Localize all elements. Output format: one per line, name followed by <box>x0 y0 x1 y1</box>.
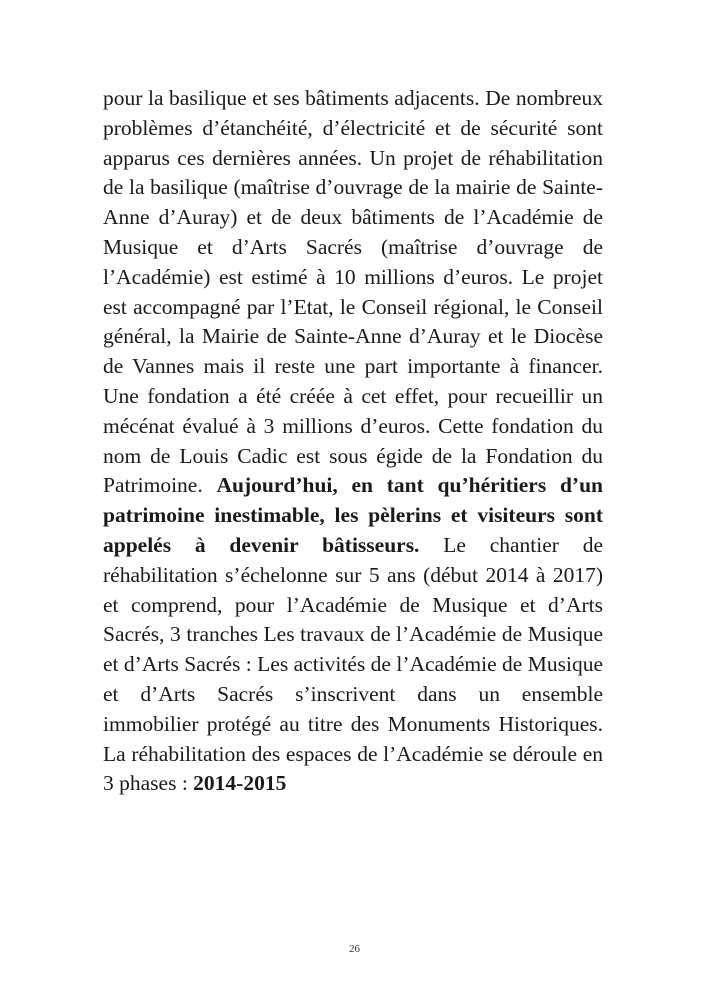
paragraph-bold-statement: Aujourd’hui, en tant qu’héritiers d’un patrimoine inestimable, les pèlerins et visiteurs sont appelés à devenir bâtisseurs. <box>103 473 603 557</box>
page-number: 26 <box>349 943 360 955</box>
paragraph-text-part2: Le chantier de réhabilitation s’échelonne sur 5 ans (début 2014 à 2017) et comprend, pour l’Académie de Musique et d’Arts Sacrés, 3 tranches Les travaux de l’Académie de Musique et d’Arts Sacrés : Les activités de l’Académie de Musique et d’Arts Sacrés s’inscrivent dans un ensemble immobilier protégé au titre des Monuments Historiques. La réhabilitation des espaces de l’Académie se déroule en 3 phases : <box>103 532 604 796</box>
paragraph-bold-years: 2014-2015 <box>193 771 287 796</box>
body-paragraph <box>103 84 603 799</box>
paragraph-text-part1: pour la basilique et ses bâtiments adjacents. De nombreux problèmes d’étanchéité, d’électricité et de sécurité sont apparus ces dernières années. Un projet de réhabilitation de la basilique (maîtrise d’ouvrage de la mairie de Sainte-Anne d’Auray) et de deux bâtiments de l’Académie de Musique et d’Arts Sacrés (maîtrise d’ouvrage de l’Académie) est estimé à 10 millions d’euros. Le projet est accompagné par l’Etat, le Conseil régional, le Conseil général, la Mairie de Sainte-Anne d’Auray et le Diocèse de Vannes mais il reste une part importante à financer. Une fondation a été créée à cet effet, pour recueillir un mécénat évalué à 3 millions d’euros. Cette fondation du nom de Louis Cadic est sous égide de la Fondation du Patrimoine. <box>103 86 603 498</box>
